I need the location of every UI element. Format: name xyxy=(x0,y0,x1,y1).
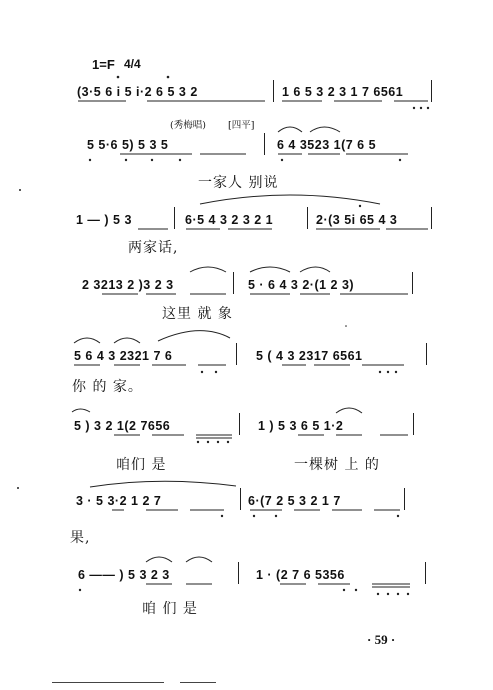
lyric-line5: 你 的 家。 xyxy=(72,379,143,395)
line7-measure2: 6·(7 2 5 3 2 1 7 xyxy=(248,494,341,508)
line7-measure1: 3 · 5 3·2 1 2 7 xyxy=(76,494,162,508)
line8-measure1: 6 —— ) 5 3 2 3 xyxy=(78,568,170,582)
line6-measure1: 5 ) 3 2 1(2 7656 xyxy=(74,419,171,433)
lyric-line6-a: 咱们 是 xyxy=(116,457,167,473)
lyric-line2: 一家人 别说 xyxy=(198,175,279,191)
line3-measure3: 2·(3 5i 65 4 3 xyxy=(316,213,398,227)
line2-measure1: 5 5·6 5) 5 3 5 xyxy=(87,138,169,152)
lyric-line4: 这里 就 象 xyxy=(162,306,233,322)
line8-measure2: 1 · (2 7 6 5356 xyxy=(256,568,345,582)
line6-measure2: 1 ) 5 3 6 5 1·2 xyxy=(258,419,344,433)
lyric-line3: 两家话, xyxy=(128,240,179,256)
tempo-marking: [四平] xyxy=(228,120,255,131)
time-signature: 4/4 xyxy=(124,57,141,71)
lyric-line6-b: 一棵树 上 的 xyxy=(294,457,380,473)
line3-measure2: 6·5 4 3 2 3 2 1 xyxy=(185,213,274,227)
line2-measure2: 6 4 3523 1(7 6 5 xyxy=(277,138,377,152)
line4-measure1: 2 3213 2 )3 2 3 xyxy=(82,278,174,292)
lyric-line7: 果, xyxy=(70,530,91,546)
lyric-line8: 咱 们 是 xyxy=(142,601,198,617)
line5-measure1: 5 6 4 3 2321 7 6 xyxy=(74,349,173,363)
line5-measure2: 5 ( 4 3 2317 6561 xyxy=(256,349,363,363)
line4-measure2: 5 · 6 4 3 2·(1 2 3) xyxy=(248,278,355,292)
performer-label: (秀梅唱) xyxy=(170,120,206,131)
page-number: · 59 · xyxy=(367,632,396,647)
line1-measure1: (3·5 6 i 5 i·2 6 5 3 2 xyxy=(77,85,198,99)
line1-measure2: 1 6 5 3 2 3 1 7 6561 xyxy=(282,85,404,99)
line3-measure1: 1 — ) 5 3 xyxy=(76,213,132,227)
key-signature: 1=F xyxy=(92,57,115,72)
